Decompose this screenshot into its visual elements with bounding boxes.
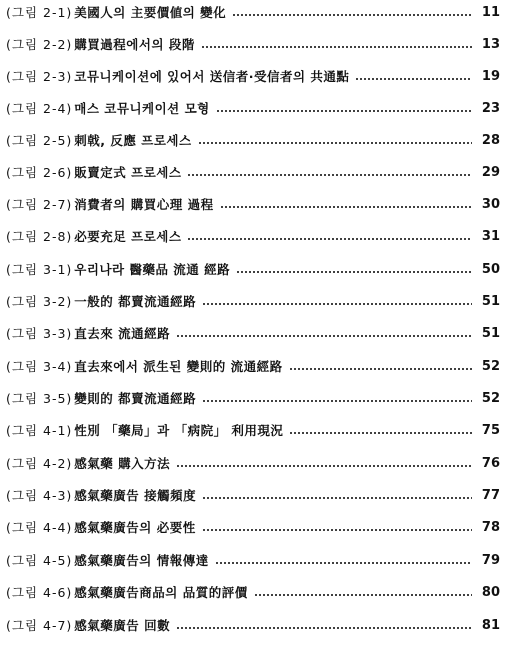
figure-label: (그림 2-1) [6, 5, 73, 20]
page-number: 78 [481, 520, 500, 535]
list-item [6, 517, 500, 539]
figure-title: 感氣藥廣告의 必要性 [74, 520, 196, 535]
figure-title: 美國人의 主要價値의 變化 [74, 5, 227, 20]
dot-leader [176, 465, 472, 467]
figure-label: (그림 4-4) [6, 520, 73, 535]
page-number: 28 [481, 133, 500, 148]
figure-title: 販賣定式 프로세스 [74, 165, 182, 180]
list-item [6, 453, 500, 475]
figure-title: 消費者의 購買心理 過程 [74, 197, 214, 212]
page-number: 75 [481, 423, 500, 438]
dot-leader [220, 206, 472, 208]
figure-title: 必要充足 프로세스 [74, 229, 182, 244]
figure-label: (그림 4-1) [6, 423, 73, 438]
figure-label: (그림 2-2) [6, 37, 73, 52]
figure-label: (그림 4-2) [6, 456, 73, 471]
list-item [6, 388, 500, 410]
dot-leader [232, 14, 472, 16]
figure-title: 코뮤니케이션에 있어서 送信者·受信者의 共通點 [74, 69, 350, 84]
figure-label: (그림 3-3) [6, 326, 73, 341]
dot-leader [176, 335, 472, 337]
dot-leader [202, 303, 472, 305]
list-item [6, 66, 500, 88]
list-item [6, 226, 500, 248]
list-item [6, 130, 500, 152]
dot-leader [187, 174, 472, 176]
figure-title: 一般的 都賣流通經路 [74, 294, 197, 309]
figure-title: 感氣藥 購入方法 [74, 456, 171, 471]
dot-leader [216, 110, 472, 112]
dot-leader [201, 46, 472, 48]
list-item [6, 34, 500, 56]
figure-title: 感氣藥廣告의 情報傳達 [74, 553, 209, 568]
page-number: 23 [481, 101, 500, 116]
figure-label: (그림 2-7) [6, 197, 73, 212]
figure-label: (그림 4-7) [6, 618, 73, 633]
dot-leader [236, 271, 472, 273]
figure-label: (그림 3-2) [6, 294, 73, 309]
figure-title: 變則的 都賣流通經路 [74, 391, 197, 406]
figure-label: (그림 2-6) [6, 165, 73, 180]
page-number: 19 [481, 69, 500, 84]
figure-title: 매스 코뮤니케이션 모형 [74, 101, 210, 116]
dot-leader [355, 78, 472, 80]
page-number: 51 [481, 326, 500, 341]
page-number: 52 [481, 391, 500, 406]
page-number: 50 [481, 262, 500, 277]
list-item [6, 485, 500, 507]
figure-label: (그림 2-3) [6, 69, 73, 84]
page-number: 52 [481, 359, 500, 374]
list-item [6, 420, 500, 442]
figure-label: (그림 4-3) [6, 488, 73, 503]
dot-leader [198, 142, 472, 144]
figure-title: 直去來 流通經路 [74, 326, 171, 341]
list-item [6, 323, 500, 345]
figure-title: 感氣藥廣告商品의 品質的評價 [74, 585, 248, 600]
page-number: 31 [481, 229, 500, 244]
list-item [6, 615, 500, 637]
figure-title: 感氣藥廣告 接觸頻度 [74, 488, 197, 503]
page-number: 11 [481, 5, 500, 20]
page-number: 81 [481, 618, 500, 633]
figure-label: (그림 3-4) [6, 359, 73, 374]
page-number: 77 [481, 488, 500, 503]
list-item [6, 2, 500, 24]
page-number: 76 [481, 456, 500, 471]
figure-label: (그림 2-4) [6, 101, 73, 116]
list-item [6, 162, 500, 184]
figure-label: (그림 2-8) [6, 229, 73, 244]
dot-leader [202, 400, 472, 402]
list-item [6, 259, 500, 281]
figure-label: (그림 3-5) [6, 391, 73, 406]
dot-leader [215, 562, 472, 564]
dot-leader [202, 497, 472, 499]
figure-title: 우리나라 醫藥品 流通 經路 [74, 262, 231, 277]
dot-leader [176, 627, 472, 629]
page-number: 80 [481, 585, 500, 600]
list-item [6, 194, 500, 216]
figure-title: 刺戟, 反應 프로세스 [74, 133, 192, 148]
page-number: 30 [481, 197, 500, 212]
figure-label: (그림 3-1) [6, 262, 73, 277]
page-number: 13 [481, 37, 500, 52]
figure-title: 購買過程에서의 段階 [74, 37, 195, 52]
page-number: 29 [481, 165, 500, 180]
figure-title: 性別 「藥局」과 「病院」 利用現況 [74, 423, 284, 438]
figure-label: (그림 4-6) [6, 585, 73, 600]
dot-leader [202, 529, 472, 531]
figure-title: 直去來에서 派生된 變則的 流通經路 [74, 359, 283, 374]
page-number: 79 [481, 553, 500, 568]
list-item [6, 98, 500, 120]
figure-label: (그림 2-5) [6, 133, 73, 148]
figure-title: 感氣藥廣告 回數 [74, 618, 171, 633]
dot-leader [254, 594, 472, 596]
page-number: 51 [481, 294, 500, 309]
dot-leader [289, 368, 472, 370]
list-item [6, 550, 500, 572]
figure-label: (그림 4-5) [6, 553, 73, 568]
list-item [6, 291, 500, 313]
dot-leader [289, 432, 472, 434]
list-item [6, 356, 500, 378]
list-item [6, 582, 500, 604]
dot-leader [187, 238, 472, 240]
